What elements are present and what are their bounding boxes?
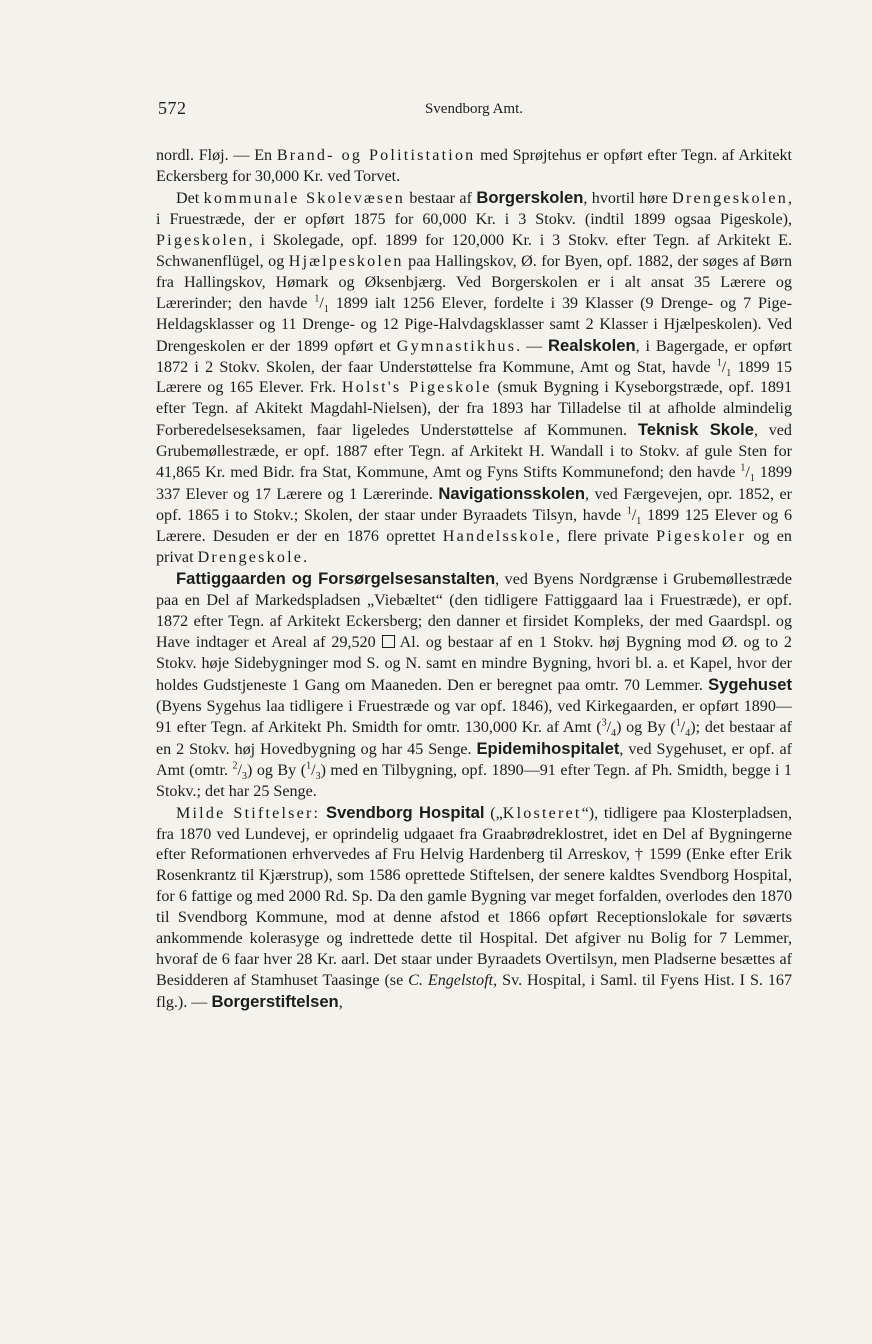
text-run: 1899 15 Lærere og 165 Elever. Frk. [156,358,792,397]
bold-heading: Epidemihospitalet [476,738,620,758]
text-run: , flere private [555,528,657,546]
text-run: („ [484,804,503,822]
fraction-numerator: 1 [740,462,746,474]
square-measure-icon [382,635,395,648]
text-run: , ved Byens Nordgrænse i Grubemøllestræde paa en Del af Markedspladsen „Viebæltet“ (den tidligere Fattiggaard laa i Fruestræde), er opf. 1872 efter Tegn. af Arkitekt Eckersberg; den danner et firsidet Kompleks, der med Gaardspl. og Have indtager et Areal af 29,520 [156,571,792,651]
text-run: , Sv. Hospital, i Saml. til Fyens Hist. I S. 167 flg.). — [156,972,793,1012]
page-number: 572 [158,98,187,118]
spaced-term: Gymnastikhus [396,337,517,355]
fraction-denominator: 4 [611,727,617,739]
fraction-numerator: 1 [314,293,320,305]
spaced-term: kommunale Skolevæsen [203,189,405,207]
body-text [156,146,792,1014]
bold-heading: Borgerstiftelsen [211,992,339,1012]
spaced-term: Milde Stiftelser: [176,804,321,822]
text-run: (smuk Bygning i Kyseborgstræde, opf. 1891 efter Tegn. af Akitekt Magdahl-Nielsen), der fra 1893 har Tilladelse til at afholde almindelig Forberedelseseksamen, faar ligeledes Understøttelse af Kommunen. [156,379,793,440]
text-run: ) og By ( [616,718,676,736]
text-run: 1899 337 Elever og 17 Lærere og 1 Lærerinde. [156,464,792,504]
bold-heading: Navigationsskolen [438,484,585,504]
paragraph-2: Det kommunale Skolevæsen bestaar af Borgerskolen, hvortil høre Drengeskolen, i Fruestræde, der er opført 1875 for 60,000 Kr. i 3 Stokv. (indtil 1899 ogsaa Pigeskole), Pigeskolen, i Skolegade, opf. 1899 for 120,000 Kr. i 3 Stokv. efter Tegn. af Arkitekt E. Schwanenflügel, og Hjælpeskolen paa Hallingskov, Ø. for Byen, opf. 1882, der søges af Børn fra Hallingskov, Hømark og Øksenbjærg. Ved Borgerskolen er i alt ansat 35 Lærere og Lærerinder; den havde $^1/_1$ 1899 ialt 1256 Elever, fordelte i 39 Klasser (9 Drenge- og 7 Pige-Heldagsklasser og 11 Drenge- og 12 Pige-Halvdagsklasser samt 2 Klasser i Hjælpeskolen). Ved Drengeskolen er der 1899 opført et Gymnastikhus. — Realskolen, i Bagergade, er opført 1872 i 2 Stokv. Skolen, der faar Understøttelse fra Kommune, Amt og Stat, havde $^1/_1$ 1899 15 Lærere og 165 Elever. Frk. Holst's Pigeskole (smuk Bygning i Kyseborgstræde, opf. 1891 efter Tegn. af Akitekt Magdahl-Nielsen), der fra 1893 har Tilladelse til at afholde almindelig Forberedelseseksamen, faar ligeledes Understøttelse af Kommunen. Teknisk Skole, ved Grubemøllestræde, er opf. 1887 efter Tegn. af Arkitekt H. Wandall i to Stokv. af gule Sten for 41,865 Kr. med Bidr. fra Stat, Kommune, Amt og Fyns Stifts Kommunefond; den havde $^1/_1$ 1899 337 Elever og 17 Lærere og 1 Lærerinde. Navigationsskolen, ved Færgevejen, opr. 1852, er opf. 1865 i to Stokv.; Skolen, der staar under Byraadets Tilsyn, havde $^1/_1$ 1899 125 Elever og 6 Lærere. Desuden er der en 1876 oprettet Handelsskole, flere private Pigeskoler og en privat Drengeskole. [156,187,793,567]
paragraph-3: Fattiggaarden og Forsørgelsesanstalten, ved Byens Nordgrænse i Grubemøllestræde paa en Del af Markedspladsen „Viebæltet“ (den tidligere Fattiggaard laa i Fruestræde), er opf. 1872 efter Tegn. af Arkitekt Eckersberg; den danner et firsidet Kompleks, der med Gaardspl. og Have indtager et Areal af 29,520 Al. og bestaar af en 1 Stokv. høj Bygning mod Ø. og to 2 Stokv. høje Sidebygninger mod S. og N. samt en mindre Bygning, hvori bl. a. et Kapel, hvor der holdes Gudstjeneste 1 Gang om Maaneden. Den er beregnet paa omtr. 70 Lemmer. Sygehuset (Byens Sygehus laa tidligere i Fruestræde og var opf. 1846), ved Kirkegaarden, er opført 1890—91 efter Tegn. af Arkitekt Ph. Smidth for omtr. 130,000 Kr. af Amt $(^3/_4)$ og By $(^1/_4)$; det bestaar af en 2 Stokv. høj Hovedbygning og har 45 Senge. Epidemihospitalet, ved Sygehuset, er opf. af Amt (omtr. $^2/_3$) og By $(^1/_3)$ med en Tilbygning, opf. 1890—91 efter Tegn. af Ph. Smidth, begge i 1 Stokv.; det har 25 Senge. [156,569,792,800]
text-run: (Byens Sygehus laa tidligere i Fruestræde og var opf. 1846), ved Kirkegaarden, er opført 1890—91 efter Tegn. af Arkitekt Ph. Smidth for omtr. 130,000 Kr. af Amt ( [156,697,792,736]
text-run: , [338,994,343,1012]
bold-heading: Borgerskolen [476,187,584,207]
bold-heading: Svendborg Hospital [326,802,485,822]
bold-heading: Fattiggaarden og Forsørgelsesanstalten [176,569,496,589]
fraction-denominator: 3 [241,770,247,782]
bold-heading: Realskolen [548,335,636,355]
text-run: , i Fruestræde, der er opført 1875 for 60,000 Kr. i 3 Stokv. (indtil 1899 ogsaa Pigeskole), [156,189,792,228]
text-run: , i Bagergade, er opført 1872 i 2 Stokv. Skolen, der faar Understøttelse fra Kommune, Amt og Stat, havde [156,337,792,376]
paragraph-4 [156,803,792,1015]
text-run: , ved Grubemøllestræde, er opf. 1887 efter Tegn. af Arkitekt H. Wandall i to Stokv. af gule Sten for 41,865 Kr. med Bidr. fra Stat, Kommune, Amt og Fyns Stifts Kommunefond; den havde [156,422,792,482]
fraction-denominator: 1 [726,367,732,379]
text-run: . [303,549,308,567]
bold-heading: Sygehuset [708,674,792,694]
bold-heading: Teknisk Skole [637,420,754,440]
page-header [158,98,790,124]
fraction-numerator: 2 [232,760,238,772]
author-reference: C. Engelstoft [408,972,494,990]
fraction-numerator: 1 [716,357,722,369]
fraction-numerator: 1 [306,760,312,772]
running-title: Svendborg Amt. [424,101,524,117]
fraction-numerator: 1 [675,717,681,729]
fraction-denominator: 1 [749,473,755,485]
fraction-denominator: 3 [315,770,321,782]
text-run: , i Skolegade, opf. 1899 for 120,000 Kr. i 3 Stokv. efter Tegn. af Arkitekt E. Schwanenflügel, og [156,231,792,270]
text-run: “), tidligere paa Klosterpladsen, fra 1870 ved Lundevej, er oprindelig udgaaet fra Graabrødreklostret, idet en Del af Bygningerne efter Reformationen erhvervedes af Fru Helvig Hardenberg til Arreskov, † 1599 (Enke efter Erik Rosenkrantz til Kjærstrup), som 1586 oprettede Stiftelsen, der senere kaldtes Svendborg Hospital, for 6 fattige og med 2000 Rd. Sp. Da den gamle Bygning var meget forfalden, overlodes den 1870 til Svendborg Kommune, mod at denne afstod et 1866 opført Receptionslokale for søværts ankommende kolerasyge og indrettede dette til Hospital. Det afgiver nu Bolig for 7 Lemmer, hvoraf de 6 faar hver 28 Kr. aarl. Det staar under Byraadets Overtilsyn, men Pladserne besættes af Besidderen af Stamhuset Taasinge (se [156,804,792,990]
spaced-term: Klosteret [502,804,582,822]
text-run: ) med en Tilbygning, opf. 1890—91 efter Tegn. af Ph. Smidth, begge i 1 Stokv.; det har 25 Senge. [156,761,792,800]
text-run: med Sprøjtehus er opført efter Tegn. af Arkitekt Eckersberg for 30,000 Kr. ved Torvet. [156,147,792,185]
spaced-term: Drengeskolen [672,189,788,207]
spaced-term: Handelsskole [442,528,556,546]
text-run: Det [176,189,204,207]
spaced-term: Hjælpeskolen [288,252,404,270]
text-run: . — [516,337,549,355]
spaced-term: Pigeskolen [156,231,249,249]
text-run: 1899 125 Elever og 6 Lærere. Desuden er der en 1876 oprettet [156,507,792,546]
text-run: Al. og bestaar af en 1 Stokv. høj Bygning mod Ø. og to 2 Stokv. høje Sidebygninger mod S. og N. samt en mindre Bygning, hvori bl. a. et Kapel, hvor der holdes Gudstjeneste 1 Gang om Maaneden. Den er beregnet paa omtr. 70 Lemmer. [156,633,792,694]
text-run: og en privat [156,528,792,567]
text-run: bestaar af [404,189,477,207]
fraction-numerator: 3 [601,717,607,729]
paragraph-1 [156,146,792,188]
spaced-term: Drengeskole [197,549,304,567]
text-run: , hvortil høre [583,189,673,207]
text-run: paa Hallingskov, Ø. for Byen, opf. 1882, der søges af Børn fra Hallingskov, Hømark og Øksenbjærg. Ved Borgerskolen er i alt ansat 35 Lærere og Lærerinder; den havde [156,252,792,312]
text-run: ) og By ( [246,761,307,779]
spaced-term: Holst's Pigeskole [341,379,492,397]
fraction-numerator: 1 [626,505,632,517]
fraction-denominator: 4 [685,727,691,739]
text-run: , ved Sygehuset, er opf. af Amt (omtr. [156,740,792,779]
text-run: , ved Færgevejen, opr. 1852, er opf. 1865 i to Stokv.; Skolen, der staar under Byraadets Tilsyn, havde [156,486,792,525]
spaced-term: Pigeskoler [656,528,747,546]
fraction-denominator: 1 [636,516,642,528]
spaced-term: Brand- og Politistation [276,147,476,164]
text-run: nordl. Fløj. — En [156,147,277,164]
text-run: 1899 ialt 1256 Elever, fordelte i 39 Klasser (9 Drenge- og 7 Pige-Heldagsklasser og 11 Drenge- og 12 Pige-Halvdagsklasser samt 2 Klasser i Hjælpeskolen). Ved Drengeskolen er der 1899 opført et [156,294,792,355]
text-run: ); det bestaar af en 2 Stokv. høj Hovedbygning og har 45 Senge. [156,718,792,758]
fraction-denominator: 1 [323,303,329,315]
